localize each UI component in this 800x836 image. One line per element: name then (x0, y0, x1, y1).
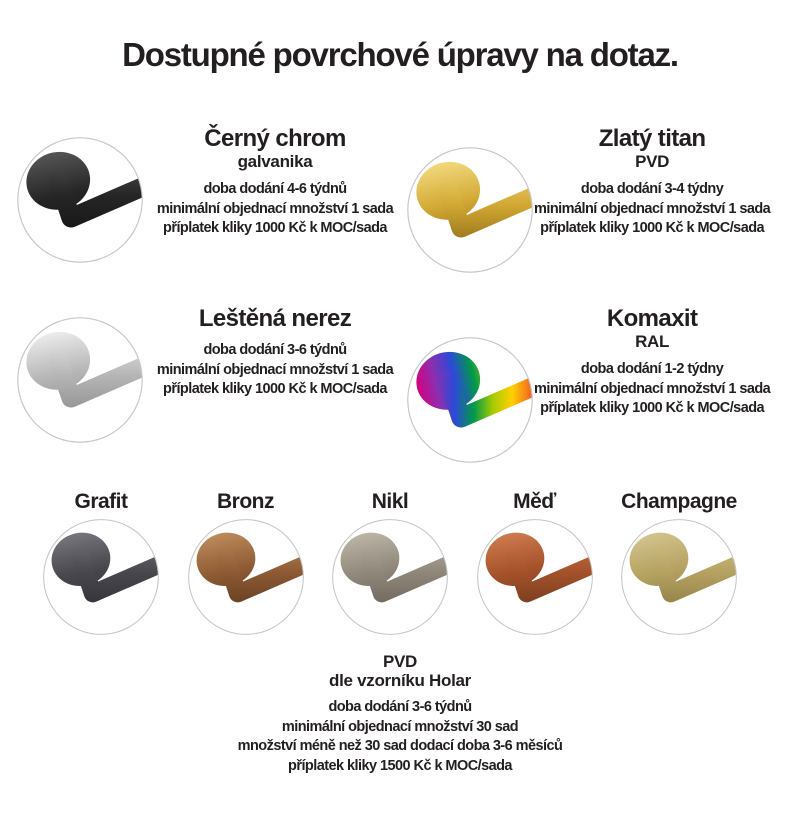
swatch-champagne (614, 490, 744, 636)
finish-details (150, 180, 400, 239)
detail-line: doba dodání 3-4 týdny (580, 181, 724, 198)
detail-line: příplatek kliky 1000 Kč k MOC/sada (540, 400, 765, 417)
finishes-infographic (0, 36, 800, 836)
finish-info (534, 306, 800, 419)
detail-line: příplatek kliky 1000 Kč k MOC/sada (540, 220, 765, 237)
swatch-nikl (325, 490, 455, 636)
detail-line: minimální objednací množství 1 sada (156, 200, 394, 217)
finish-photo-circle (42, 518, 160, 636)
pvd-footer-note (0, 652, 800, 776)
finish-info (144, 126, 400, 239)
detail-line: doba dodání 1-2 týdny (580, 361, 724, 378)
finish-photo-circle (476, 518, 594, 636)
swatch-name: Nikl (371, 489, 409, 513)
door-handle-image (187, 518, 305, 636)
finish-card-komaxit (400, 306, 800, 444)
finish-technology: RAL (635, 332, 670, 352)
door-handle-image (476, 518, 594, 636)
finish-card-lestena-nerez (0, 306, 400, 444)
finish-photo-circle (16, 316, 144, 444)
finish-photo-circle (187, 518, 305, 636)
door-handle-image (42, 518, 160, 636)
finish-photo-circle (406, 336, 534, 464)
detail-line: minimální objednací množství 1 sada (156, 361, 394, 378)
finish-photo-circle (620, 518, 738, 636)
finish-info (534, 126, 800, 239)
detail-line: doba dodání 4-6 týdnů (203, 181, 347, 198)
door-handle-image (331, 518, 449, 636)
finish-name: Černý chrom (204, 124, 346, 152)
detail-line: minimální objednací množství 30 sad (281, 718, 519, 735)
swatch-bronz (181, 490, 311, 636)
finish-technology: galvanika (237, 152, 313, 172)
footer-subtitle: dle vzorníku Holar (329, 671, 471, 691)
door-handle-image (406, 146, 534, 274)
finish-details (534, 360, 770, 419)
footer-title: PVD (382, 652, 418, 672)
detail-line: minimální objednací množství 1 sada (534, 380, 771, 397)
detail-line: příplatek kliky 1500 Kč k MOC/sada (288, 757, 512, 774)
swatch-name: Bronz (217, 489, 274, 513)
featured-finishes-section (0, 126, 800, 444)
finish-photo-circle (331, 518, 449, 636)
finish-name: Komaxit (606, 304, 698, 332)
finish-details (534, 180, 770, 239)
detail-line: doba dodání 3-6 týdnů (203, 342, 347, 359)
finish-info (144, 306, 400, 400)
detail-line: minimální objednací množství 1 sada (534, 200, 771, 217)
swatch-med (470, 490, 600, 636)
door-handle-image (16, 316, 144, 444)
door-handle-image (406, 336, 534, 464)
finish-photo-circle (16, 136, 144, 264)
footer-details (0, 698, 800, 776)
finish-name: Leštěná nerez (198, 304, 352, 332)
swatch-grafit (36, 490, 166, 636)
door-handle-image (620, 518, 738, 636)
finish-photo-circle (406, 146, 534, 274)
finish-card-zlaty-titan (400, 126, 800, 264)
detail-line: množství méně než 30 sad dodací doba 3-6 měsíců (237, 738, 563, 755)
page-title: Dostupné povrchové úpravy na dotaz. (122, 36, 678, 73)
finish-technology: PVD (635, 152, 670, 172)
detail-line: příplatek kliky 1000 Kč k MOC/sada (163, 381, 387, 398)
finish-card-cerny-chrom (0, 126, 400, 264)
swatch-name: Měď (513, 489, 556, 513)
finish-details (150, 341, 400, 400)
finish-name: Zlatý titan (598, 124, 706, 152)
detail-line: doba dodání 3-6 týdnů (328, 699, 472, 716)
swatch-name: Grafit (74, 489, 128, 513)
door-handle-image (16, 136, 144, 264)
swatch-name: Champagne (621, 489, 737, 513)
detail-line: příplatek kliky 1000 Kč k MOC/sada (163, 220, 387, 237)
swatch-finishes-section (0, 490, 800, 636)
